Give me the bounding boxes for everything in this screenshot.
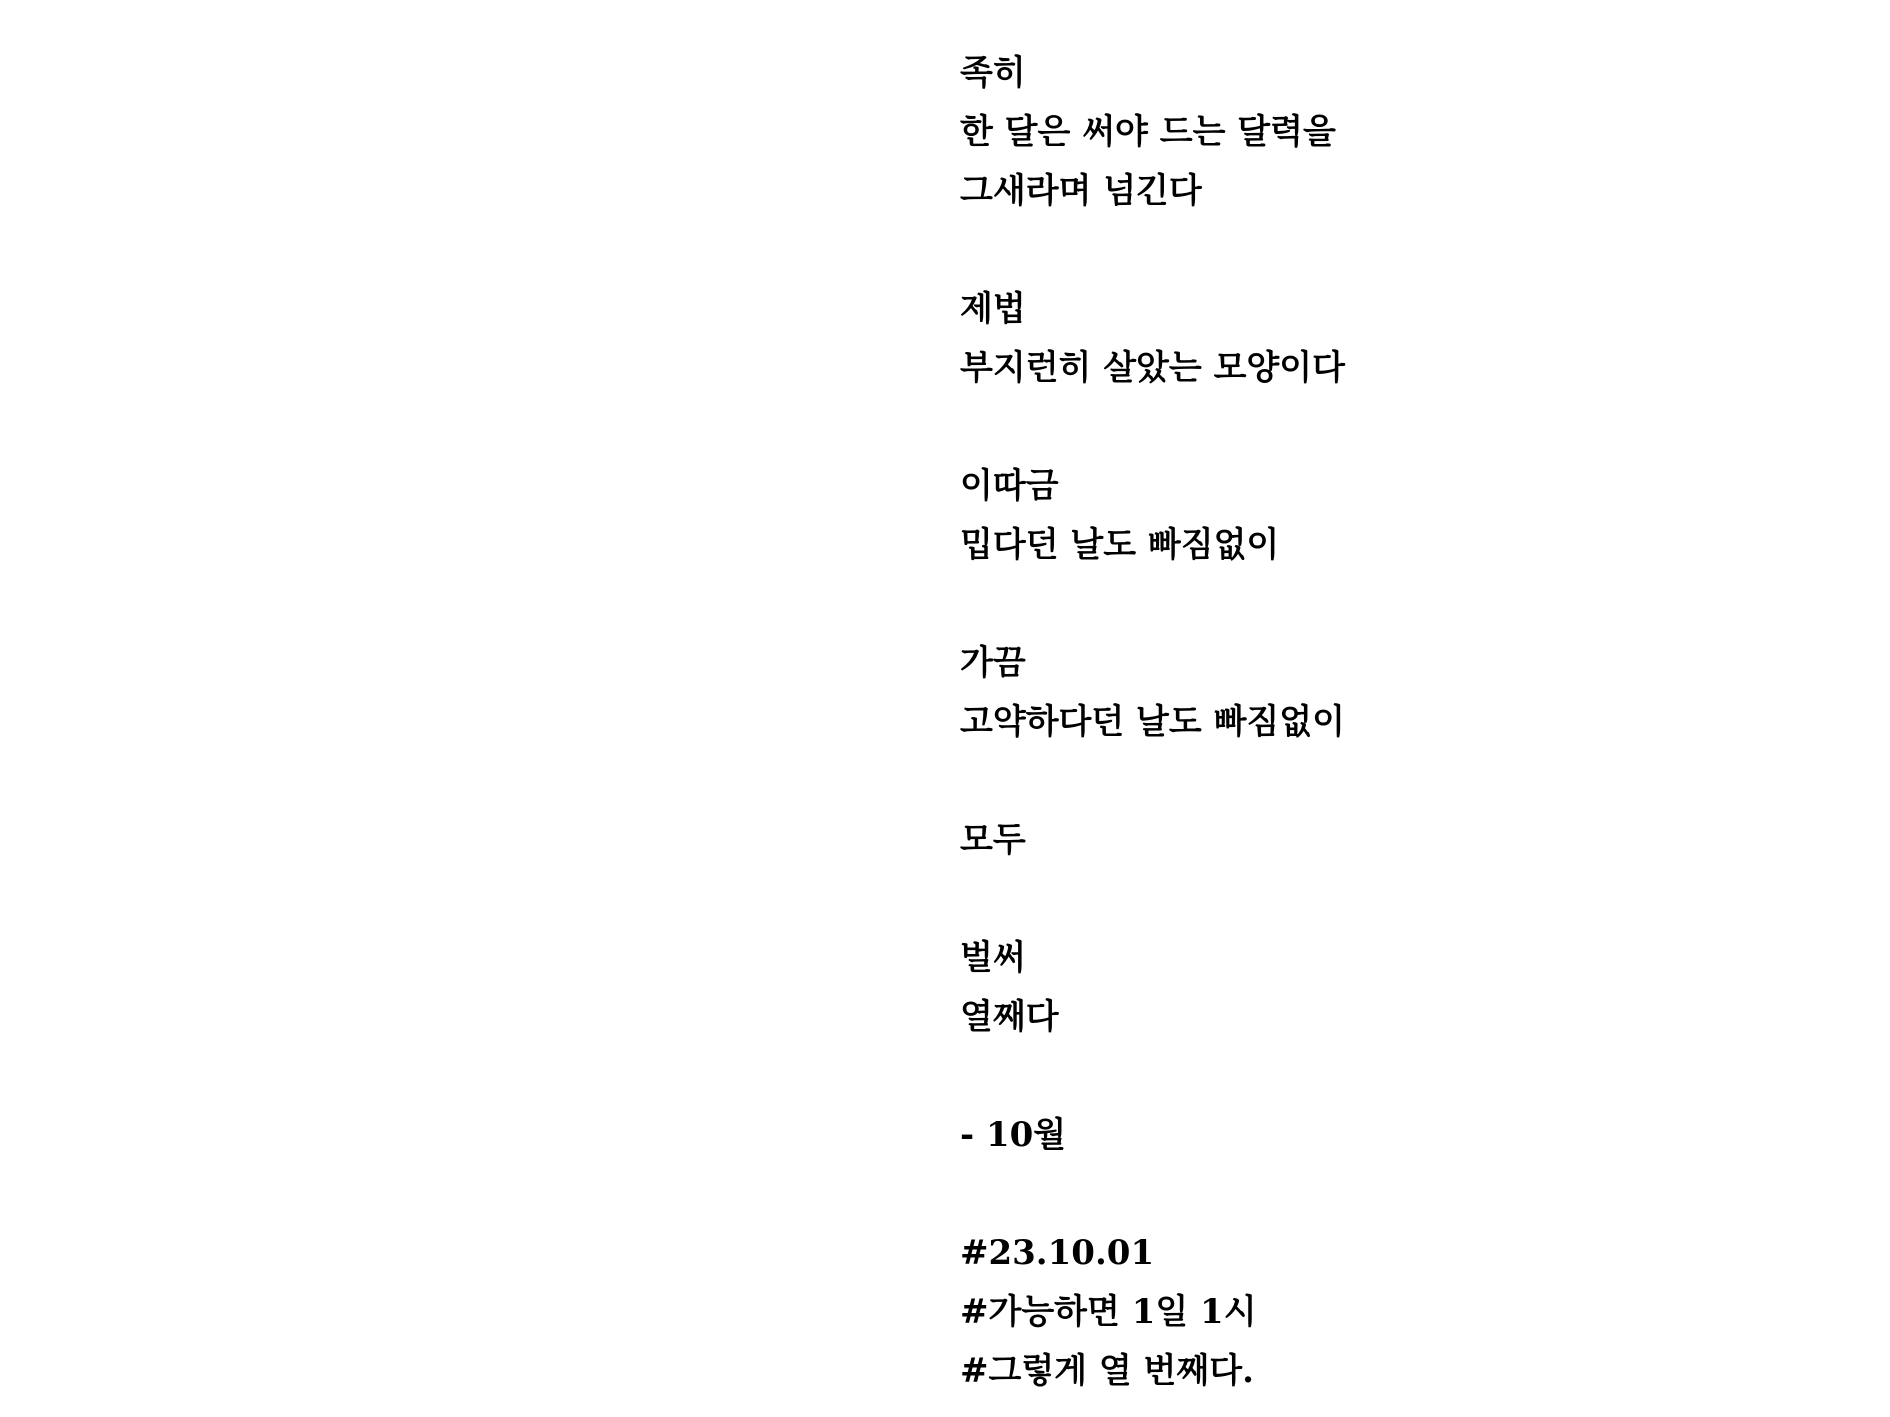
- poem-line: 제법: [960, 289, 1026, 329]
- poem-line: 열째다: [960, 997, 1059, 1037]
- stanza-4: [960, 634, 1660, 752]
- hashtag: #그렇게 열 번째다.: [960, 1351, 1254, 1391]
- stanza-gap: [960, 1047, 1660, 1106]
- stanza-gap: [960, 221, 1660, 280]
- hashtag: #가능하면 1일 1시: [960, 1292, 1257, 1332]
- hashtag: #23.10.01: [960, 1233, 1155, 1273]
- poem-line: 이따금: [960, 466, 1059, 506]
- poem-line: 고약하다던 날도 빠짐없이: [960, 702, 1345, 742]
- stanza-gap: [960, 575, 1660, 634]
- stanza-5: [960, 811, 1660, 870]
- stanza-gap: [960, 752, 1660, 811]
- poem-line: 모두: [960, 820, 1026, 860]
- poem-body: [960, 44, 1660, 1401]
- stanza-gap: [960, 870, 1660, 929]
- stanza-6: [960, 929, 1660, 1047]
- poem-line: 그새라며 넘긴다: [960, 171, 1202, 211]
- stanza-2: [960, 280, 1660, 398]
- poem-signature: - 10월: [960, 1115, 1067, 1155]
- poem-line: 한 달은 써야 드는 달력을: [960, 112, 1336, 152]
- poem-line: 벌써: [960, 938, 1026, 978]
- poem-line: 부지런히 살았는 모양이다: [960, 348, 1345, 388]
- poem-line: 족히: [960, 53, 1026, 93]
- stanza-3: [960, 457, 1660, 575]
- stanza-gap: [960, 398, 1660, 457]
- stanza-1: [960, 44, 1660, 221]
- poem-line: 밉다던 날도 빠짐없이: [960, 525, 1280, 565]
- hashtag-list: [960, 1224, 1660, 1401]
- poem-line: 가끔: [960, 643, 1026, 683]
- stanza-gap: [960, 1165, 1660, 1224]
